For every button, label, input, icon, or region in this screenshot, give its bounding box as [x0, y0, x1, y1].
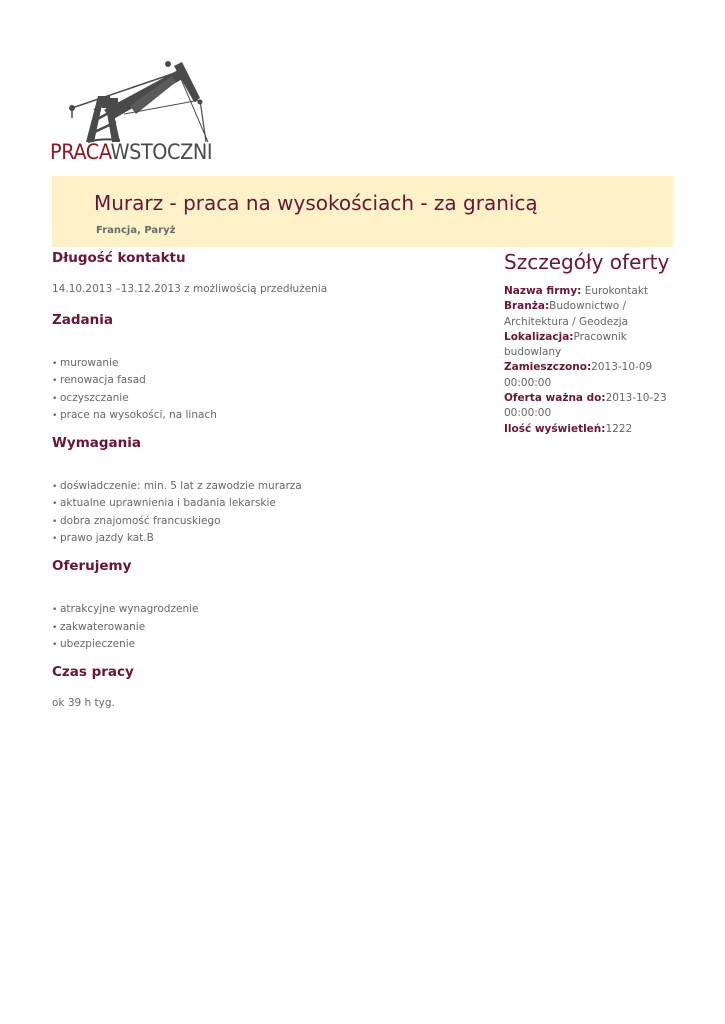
detail-value: 2013-10-23 00:00:00 [504, 392, 667, 420]
detail-company [504, 284, 674, 299]
detail-location [504, 330, 674, 361]
requirements-list [52, 478, 472, 547]
detail-value: 2013-10-09 00:00:00 [504, 361, 653, 389]
requirements-title: Wymagania [52, 435, 141, 452]
offer-title: Oferujemy [52, 558, 132, 575]
list-item: • atrakcyjne wynagrodzenie [52, 601, 472, 618]
detail-label: Zamieszczono: [504, 361, 592, 374]
job-location: Francja, Paryż [96, 225, 176, 236]
tasks-title: Zadania [52, 312, 114, 328]
logo-wordmark [50, 140, 212, 164]
detail-label: Ilość wyświetleń: [504, 422, 606, 435]
list-item: • prace na wysokości, na linach [52, 407, 472, 424]
detail-label: Nazwa firmy: [504, 285, 582, 297]
hours-text: ok 39 h tyg. [52, 697, 115, 710]
page-title: Murarz - praca na wysokościach - za granicą [94, 191, 538, 215]
detail-value: Budownictwo / Architektura / Geodezja [504, 300, 629, 328]
list-item: • oczyszczanie [52, 390, 472, 407]
offer-details [504, 248, 674, 437]
hours-title: Czas pracy [52, 664, 134, 681]
list-item: • renowacja fasad [52, 372, 472, 389]
offer-header [52, 176, 673, 247]
list-item: • zakwaterowanie [52, 619, 472, 636]
contract-title: Długość kontaktu [52, 250, 186, 266]
list-item: • prawo jazdy kat.B [52, 530, 472, 547]
list-item: • murowanie [52, 355, 472, 372]
contract-text: 14.10.2013 –13.12.2013 z możliwością przedłużenia [52, 283, 328, 295]
list-item: • aktualne uprawnienia i badania lekarskie [52, 495, 472, 512]
detail-value: Pracownik budowlany [504, 330, 627, 359]
detail-label: Branża: [504, 300, 550, 313]
detail-label: Lokalizacja: [504, 330, 574, 343]
detail-value: Eurokontakt [581, 285, 649, 297]
detail-label: Oferta ważna do: [504, 392, 606, 405]
shipyard-crane-icon [60, 58, 220, 146]
tasks-list [52, 355, 472, 424]
detail-views [504, 422, 674, 437]
list-item: • ubezpieczenie [52, 636, 472, 653]
details-title: Szczegóły oferty [504, 250, 670, 274]
detail-valid-until [504, 391, 674, 422]
detail-value: 1222 [605, 422, 633, 435]
detail-industry [504, 299, 674, 330]
logo-word-praca: PRACA [50, 140, 111, 164]
offer-list [52, 601, 472, 653]
offer-description [52, 248, 472, 711]
detail-posted [504, 360, 674, 391]
list-item: • dobra znajomość francuskiego [52, 513, 472, 530]
list-item: • doświadczenie: min. 5 lat z zawodzie murarza [52, 478, 472, 495]
site-logo[interactable] [50, 58, 240, 166]
logo-word-wstoczni: WSTOCZNI [110, 140, 213, 164]
